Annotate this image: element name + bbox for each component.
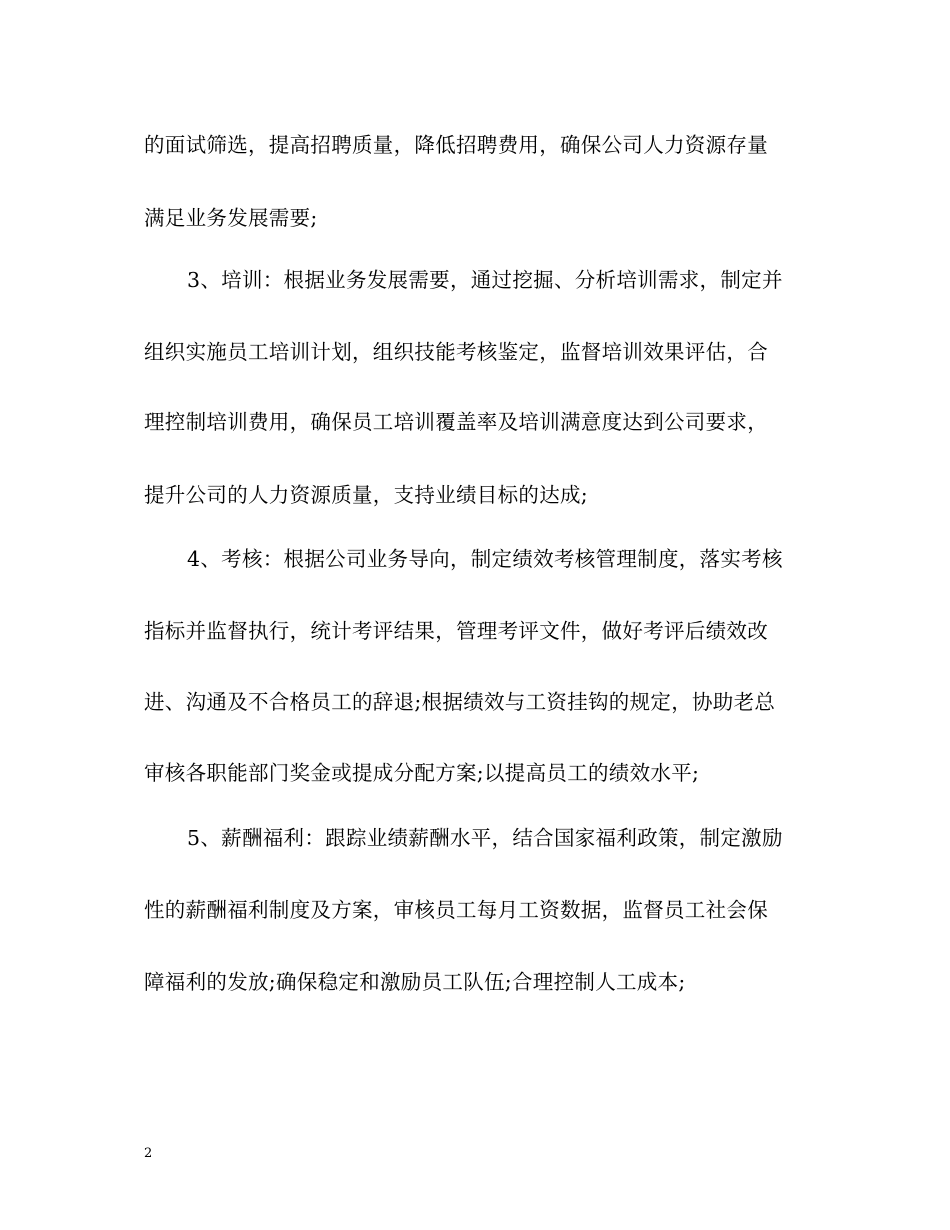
- text-line: 5、薪酬福利：跟踪业绩薪酬水平，结合国家福利政策，制定激励: [187, 826, 783, 850]
- text-line: 指标并监督执行，统计考评结果，管理考评文件，做好考评后绩效改: [144, 619, 768, 643]
- text-line: 性的薪酬福利制度及方案，审核员工每月工资数据，监督员工社会保: [144, 898, 768, 922]
- text-line: 组织实施员工培训计划，组织技能考核鉴定，监督培训效果评估，合: [144, 340, 768, 364]
- page-number: 2: [144, 1146, 153, 1161]
- text-line: 审核各职能部门奖金或提成分配方案;以提高员工的绩效水平;: [144, 761, 700, 785]
- text-line: 进、沟通及不合格员工的辞退;根据绩效与工资挂钩的规定，协助老总: [144, 690, 776, 714]
- text-line: 提升公司的人力资源质量，支持业绩目标的达成;: [144, 483, 589, 507]
- text-line: 的面试筛选，提高招聘质量，降低招聘费用，确保公司人力资源存量: [144, 133, 768, 157]
- text-line: 理控制培训费用，确保员工培训覆盖率及培训满意度达到公司要求，: [144, 410, 768, 434]
- text-line: 障福利的发放;确保稳定和激励员工队伍;合理控制人工成本;: [144, 970, 686, 994]
- text-line: 4、考核：根据公司业务导向，制定绩效考核管理制度，落实考核: [187, 547, 783, 571]
- text-line: 满足业务发展需要;: [144, 206, 318, 230]
- text-line: 3、培训：根据业务发展需要，通过挖掘、分析培训需求，制定并: [187, 268, 783, 292]
